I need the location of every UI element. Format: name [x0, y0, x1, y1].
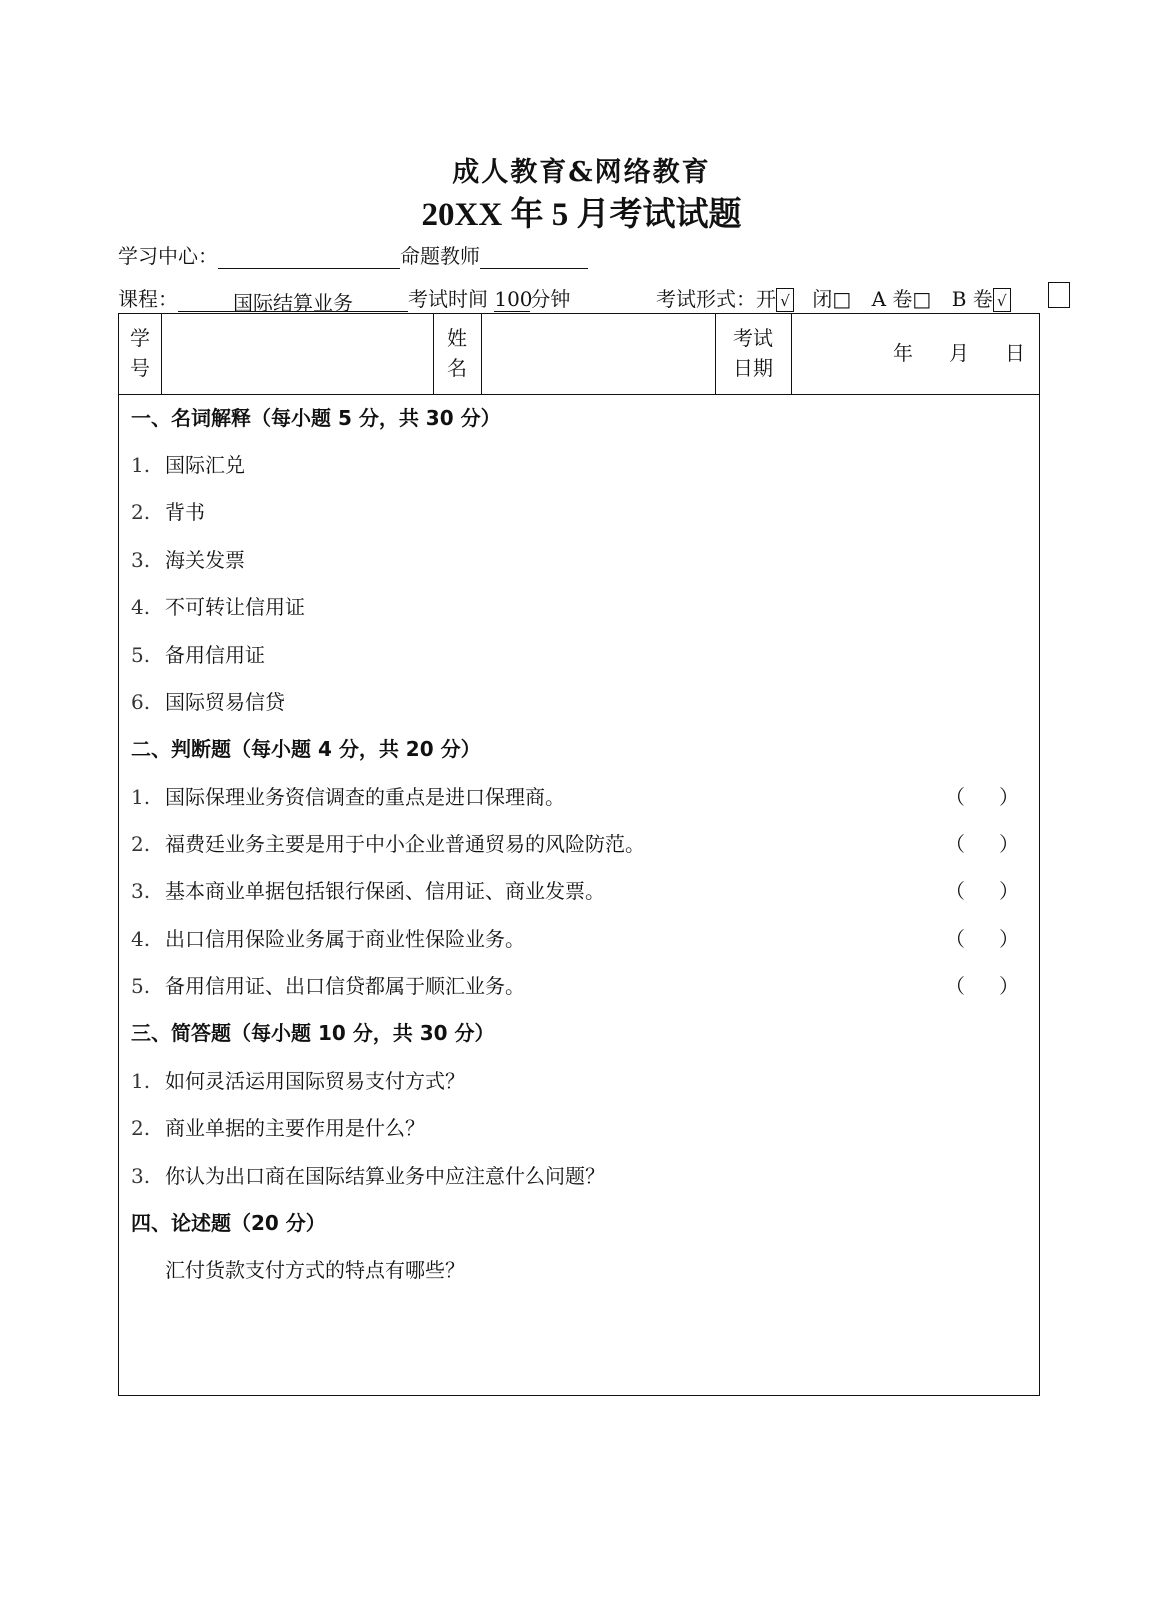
answer-blank[interactable]: [945, 781, 1019, 810]
item-number: 1.: [131, 1069, 151, 1093]
answer-paren-right: ）: [999, 974, 1019, 998]
item-number: 5.: [131, 974, 151, 998]
exam-time-field[interactable]: [494, 287, 533, 312]
student-id-field[interactable]: [163, 316, 431, 392]
paper-b-checkbox[interactable]: √: [993, 288, 1011, 312]
study-center-field[interactable]: [218, 246, 400, 269]
answer-paren-left: （: [945, 927, 965, 951]
exam-time-value: 100: [494, 287, 533, 311]
section-title: 三、简答题（每小题 10 分，共 30 分）: [131, 1021, 495, 1045]
item-number: 1.: [131, 453, 151, 477]
answer-blank[interactable]: [945, 828, 1019, 857]
item-number: 4.: [131, 927, 151, 951]
course-field[interactable]: [178, 287, 408, 315]
year-label: 年: [893, 341, 913, 365]
item-text: 备用信用证: [165, 643, 265, 667]
item-number: 6.: [131, 690, 151, 714]
teacher-field[interactable]: [480, 246, 588, 269]
exam-title: 20XX 年 5 月考试试题: [421, 197, 742, 233]
section-title: 四、论述题（20 分）: [131, 1211, 326, 1235]
exam-body-frame: [118, 313, 1040, 1396]
study-center-label: 学习中心：: [118, 244, 218, 268]
exam-time-unit: 分钟: [530, 287, 571, 311]
name-field[interactable]: [483, 316, 713, 392]
answer-blank[interactable]: [945, 923, 1019, 952]
divider: [481, 314, 482, 394]
list-item: [131, 686, 285, 715]
answer-paren-left: （: [945, 785, 965, 809]
item-text: 汇付货款支付方式的特点有哪些？: [165, 1258, 465, 1282]
list-item: [131, 496, 205, 525]
answer-paren-left: （: [945, 832, 965, 856]
list-item: [131, 1065, 465, 1094]
item-text: 海关发票: [165, 548, 245, 572]
item-text: 你认为出口商在国际结算业务中应注意什么问题？: [165, 1164, 605, 1188]
exam-date-label: 考试 日期: [733, 326, 773, 380]
course-value: 国际结算业务: [233, 291, 353, 315]
item-text: 国际贸易信贷: [165, 690, 285, 714]
extra-checkbox[interactable]: [1048, 282, 1070, 308]
meta-line-1: [118, 240, 588, 269]
item-number: 4.: [131, 595, 151, 619]
answer-paren-right: ）: [999, 832, 1019, 856]
teacher-label: 命题教师: [400, 244, 480, 268]
item-text: 备用信用证、出口信贷都属于顺汇业务。: [165, 974, 525, 998]
item-text: 基本商业单据包括银行保函、信用证、商业发票。: [165, 879, 605, 903]
section-title: 二、判断题（每小题 4 分，共 20 分）: [131, 737, 481, 761]
paper-b-label: B 卷: [951, 287, 993, 311]
exam-form-label: 考试形式：开: [656, 287, 776, 311]
exam-form: [656, 283, 1011, 312]
divider: [119, 394, 1039, 395]
paper-a-option[interactable]: A 卷□: [871, 287, 932, 311]
closed-option[interactable]: 闭□: [812, 287, 852, 311]
item-number: 3.: [131, 548, 151, 572]
list-item: [131, 1160, 605, 1189]
answer-paren-right: ）: [999, 785, 1019, 809]
item-text: 商业单据的主要作用是什么？: [165, 1116, 425, 1140]
section-title: 一、名词解释（每小题 5 分，共 30 分）: [131, 406, 501, 430]
list-item: [131, 923, 525, 952]
item-text: 如何灵活运用国际贸易支付方式？: [165, 1069, 465, 1093]
open-checkbox[interactable]: √: [776, 288, 794, 312]
answer-paren-right: ）: [999, 927, 1019, 951]
item-text: 出口信用保险业务属于商业性保险业务。: [165, 927, 525, 951]
student-id-label: 学 号: [130, 326, 150, 380]
item-text: 国际保理业务资信调查的重点是进口保理商。: [165, 785, 565, 809]
item-number: 2.: [131, 1116, 151, 1140]
item-number: 2.: [131, 832, 151, 856]
meta-line-2: [118, 283, 571, 315]
list-item: [131, 639, 265, 668]
list-item: [131, 828, 645, 857]
item-number: 3.: [131, 879, 151, 903]
item-text: 福费廷业务主要是用于中小企业普通贸易的风险防范。: [165, 832, 645, 856]
list-item: [131, 1112, 425, 1141]
item-text: 国际汇兑: [165, 453, 245, 477]
month-label: 月: [949, 341, 969, 365]
exam-time-label: 考试时间: [408, 287, 488, 311]
name-label: 姓 名: [447, 326, 467, 380]
answer-blank[interactable]: [945, 875, 1019, 904]
divider: [161, 314, 162, 394]
item-number: 3.: [131, 1164, 151, 1188]
day-label: 日: [1005, 341, 1025, 365]
item-text: 不可转让信用证: [165, 595, 305, 619]
item-number: 1.: [131, 785, 151, 809]
divider: [791, 314, 792, 394]
answer-paren-left: （: [945, 974, 965, 998]
answer-paren-right: ）: [999, 879, 1019, 903]
list-item: [131, 781, 565, 810]
list-item: [131, 875, 605, 904]
item-text: 背书: [165, 500, 205, 524]
item-number: 5.: [131, 643, 151, 667]
exam-date-field[interactable]: [793, 316, 1037, 392]
list-item: [131, 544, 245, 573]
course-label: 课程：: [118, 287, 178, 311]
answer-blank[interactable]: [945, 970, 1019, 999]
item-number: 2.: [131, 500, 151, 524]
list-item: [131, 591, 305, 620]
answer-paren-left: （: [945, 879, 965, 903]
list-item: [131, 970, 525, 999]
list-item: [131, 449, 245, 478]
list-item: [131, 1254, 465, 1283]
exam-header-title: 成人教育&网络教育: [452, 157, 711, 188]
